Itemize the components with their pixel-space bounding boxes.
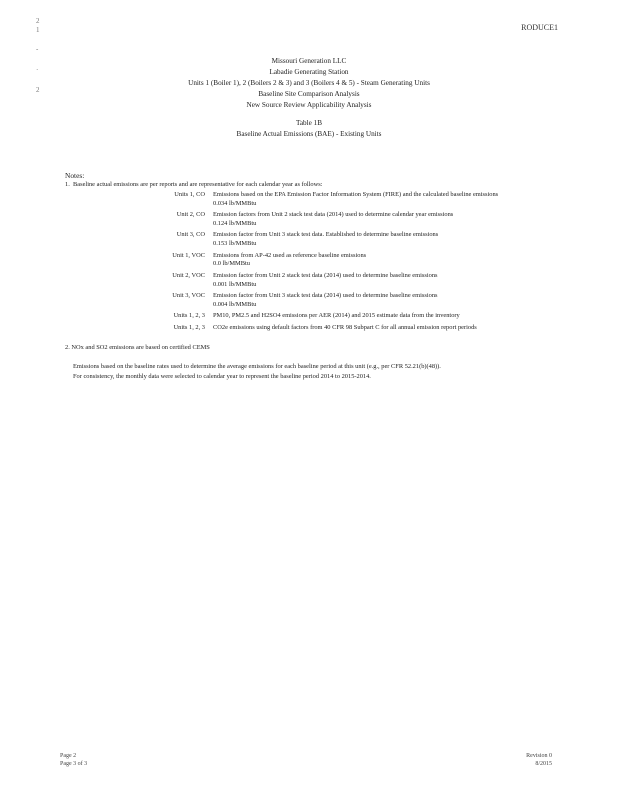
station-name: Labadie Generating Station xyxy=(269,68,349,76)
source-unit: Unit 3, VOC xyxy=(172,291,205,299)
source-unit: Unit 1, VOC xyxy=(172,251,205,259)
analysis-title: Baseline Site Comparison Analysis xyxy=(258,90,360,98)
footer-right xyxy=(526,752,552,768)
source-description: Emission factor from Unit 2 stack test data (2014) used to determine baseline emissions 0.001 lb/MMBtu xyxy=(213,271,438,288)
document-id: RODUCE1 xyxy=(521,23,558,32)
note-number: 1. xyxy=(65,181,70,188)
source-unit: Units 1, 2, 3 xyxy=(173,312,205,320)
note-1 xyxy=(65,181,535,190)
margin-mark: · xyxy=(36,66,39,74)
margin-mark: 2 xyxy=(36,86,40,94)
company-name: Missouri Generation LLC xyxy=(271,57,347,65)
footer-left xyxy=(60,752,87,768)
note-paragraph: Emissions based on the baseline rates used to determine the average emissions for each baseline period at this unit (e.g., per CFR 52.21(b)(48)). xyxy=(73,363,441,370)
source-description: PM10, PM2.5 and H2SO4 emissions per AER (2014) and 2015 estimate data from the inventory xyxy=(213,312,460,320)
source-description: Emissions from AP-42 used as reference baseline emissions 0.0 lb/MMBtu xyxy=(213,251,367,268)
table-number: Table 1B xyxy=(295,119,323,127)
units-description: Units 1 (Boiler 1), 2 (Boilers 2 & 3) and 3 (Boilers 4 & 5) - Steam Generating Units xyxy=(188,79,430,87)
table-caption: Baseline Actual Emissions (BAE) - Existing Units xyxy=(236,130,382,138)
source-unit: Unit 3, CO xyxy=(176,231,205,239)
margin-mark: 1 xyxy=(36,26,40,34)
list-item xyxy=(143,324,543,333)
note-2 xyxy=(65,344,210,353)
footer-page: Page 2 xyxy=(60,753,77,759)
table-title xyxy=(0,118,618,140)
list-item xyxy=(143,231,543,249)
source-description: Emission factor from Unit 3 stack test data. Established to determine baseline emissions 0.153 lb/MMBtu xyxy=(213,231,439,248)
source-unit: Unit 2, VOC xyxy=(172,271,205,279)
footer-date: 8/2015 xyxy=(535,761,552,767)
note-paragraph: For consistency, the monthly data were selected to calendar year to represent the baseline period 2014 to 2015-2014. xyxy=(73,373,371,380)
note-number: 2. xyxy=(65,344,70,351)
list-item xyxy=(143,191,543,209)
analysis-subtitle: New Source Review Applicability Analysis xyxy=(246,101,372,109)
report-header xyxy=(0,56,618,111)
note-text: NOx and SO2 emissions are based on certified CEMS xyxy=(71,344,210,351)
emission-source-list xyxy=(143,191,543,335)
note-text: Baseline actual emissions are per reports and are representative for each calendar year as follows: xyxy=(73,181,323,188)
footer-page-count: Page 3 of 3 xyxy=(60,761,88,767)
margin-mark: - xyxy=(36,45,39,53)
list-item xyxy=(143,312,543,321)
footer-revision: Revision 0 xyxy=(526,753,552,759)
list-item xyxy=(143,272,543,290)
notes-heading: Notes: xyxy=(65,171,85,180)
list-item xyxy=(143,211,543,229)
list-item xyxy=(143,292,543,310)
margin-mark: 2 xyxy=(36,17,40,25)
source-description: Emission factor from Unit 3 stack test data (2014) used to determine baseline emissions 0.004 lb/MMBtu xyxy=(213,291,438,308)
list-item xyxy=(143,252,543,270)
source-description: Emissions based on the EPA Emission Factor Information System (FIRE) and the calculated baseline emissions 0.034 lb/MMBtu xyxy=(213,191,499,207)
notes-section xyxy=(65,181,535,380)
source-unit: Units 1, 2, 3 xyxy=(173,323,205,331)
source-unit: Units 1, CO xyxy=(174,191,205,198)
source-description: CO2e emissions using default factors from 40 CFR 98 Subpart C for all annual emission report periods xyxy=(213,323,477,331)
source-unit: Unit 2, CO xyxy=(176,211,205,219)
source-description: Emission factors from Unit 2 stack test data (2014) used to determine calendar year emissions 0.124 lb/MMBtu xyxy=(213,211,454,227)
